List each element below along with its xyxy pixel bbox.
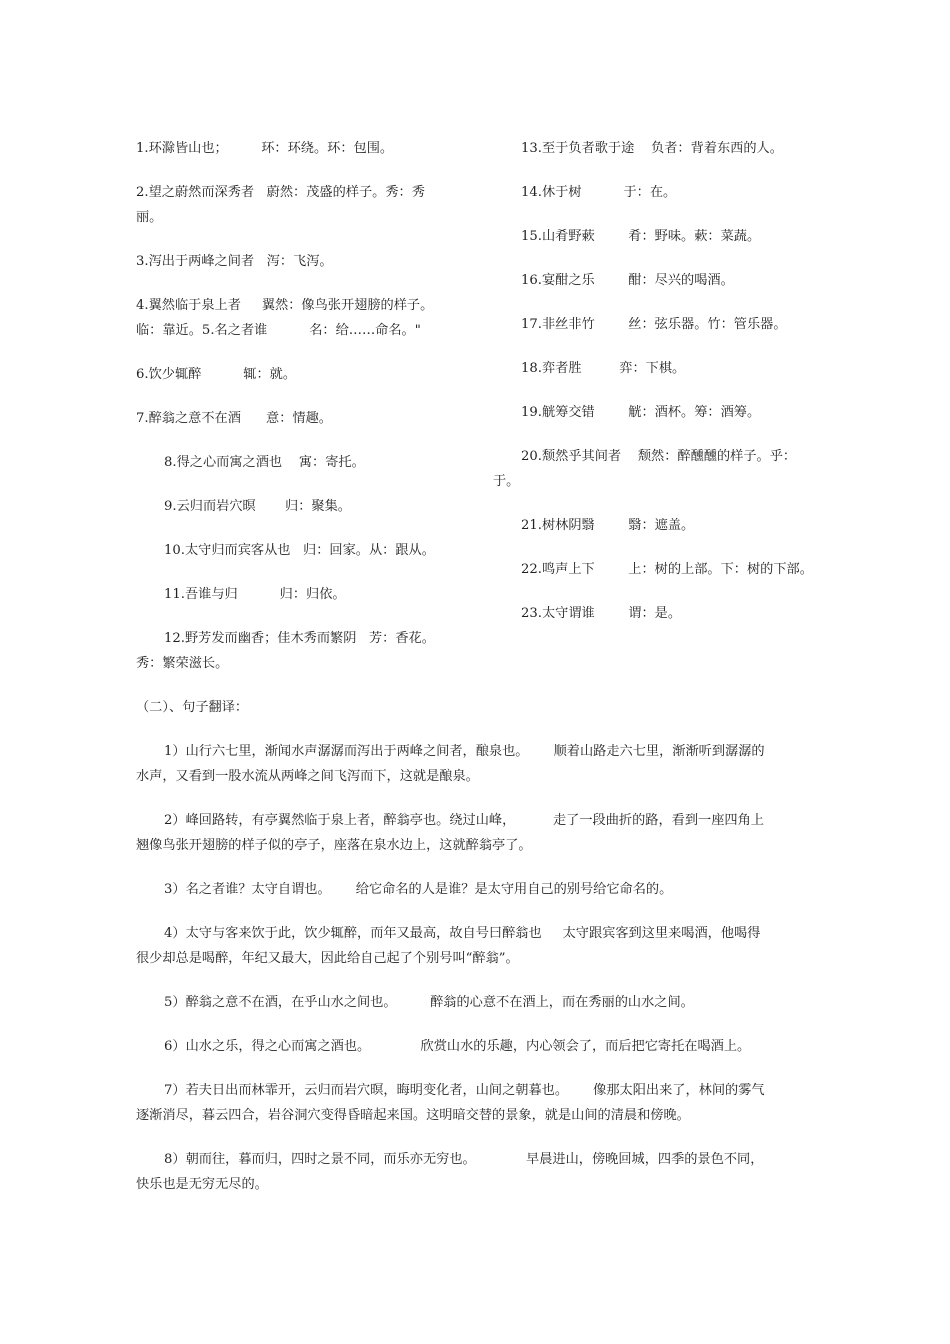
- vocab-item-2-cont: 丽。: [136, 210, 163, 225]
- vocab-item-18: 18.弈者胜 弈：下棋。: [521, 361, 686, 376]
- vocab-item-17: 17.非丝非竹 丝：弦乐器。竹：管乐器。: [521, 317, 787, 332]
- vocab-item-10: 10.太守归而宾客从也 归：回家。从：跟从。: [164, 543, 435, 558]
- vocab-item-20: 20.颓然乎其间者 颓然：醉醺醺的样子。乎：: [521, 449, 797, 464]
- vocab-item-4: 4.翼然临于泉上者 翼然：像鸟张开翅膀的样子。: [136, 298, 434, 313]
- vocab-item-14: 14.休于树 于：在。: [521, 185, 677, 200]
- vocab-item-23: 23.太守谓谁 谓：是。: [521, 606, 682, 621]
- translation-6: 6）山水之乐，得之心而寓之酒也。 欣赏山水的乐趣，内心领会了，而后把它寄托在喝酒上。: [164, 1039, 751, 1054]
- translation-8: 8）朝而往，暮而归，四时之景不同，而乐亦无穷也。 早晨进山，傍晚回城，四季的景色不同，: [164, 1152, 764, 1167]
- vocab-item-16: 16.宴酣之乐 酣：尽兴的喝酒。: [521, 273, 734, 288]
- vocab-item-11: 11.吾谁与归 归：归依。: [164, 587, 346, 602]
- vocab-item-3: 3.泻出于两峰之间者 泻：飞泻。: [136, 254, 333, 269]
- translation-5: 5）醉翁之意不在酒，在乎山水之间也。 醉翁的心意不在酒上，而在秀丽的山水之间。: [164, 995, 694, 1010]
- vocab-item-1: 1.环滁皆山也； 环：环绕。环：包围。: [136, 141, 394, 156]
- vocab-item-13: 13.至于负者歌于途 负者：背着东西的人。: [521, 141, 783, 156]
- vocab-item-12-cont: 秀：繁荣滋长。: [136, 656, 229, 671]
- translation-1-cont: 水声，又看到一股水流从两峰之间飞泻而下，这就是酿泉。: [136, 769, 479, 784]
- translation-4: 4）太守与客来饮于此，饮少辄醉，而年又最高，故自号曰醉翁也 太守跟宾客到这里来喝酒，他喝得: [164, 926, 761, 941]
- vocab-item-19: 19.觥筹交错 觥：酒杯。筹：酒筹。: [521, 405, 761, 420]
- vocab-item-2: 2.望之蔚然而深秀者 蔚然：茂盛的样子。秀：秀: [136, 185, 425, 200]
- vocab-item-6: 6.饮少辄醉 辄：就。: [136, 367, 297, 382]
- translation-7-cont: 逐渐消尽，暮云四合，岩谷洞穴变得昏暗起来国。这明暗交替的景象，就是山间的清晨和傍晚。: [136, 1108, 690, 1123]
- vocab-item-20-cont: 于。: [493, 474, 520, 489]
- vocab-item-7: 7.醉翁之意不在酒 意：情趣。: [136, 411, 332, 426]
- vocab-item-21: 21.树林阴翳 翳：遮盖。: [521, 518, 695, 533]
- section-heading: （二）、句子翻译：: [136, 700, 249, 715]
- translation-8-cont: 快乐也是无穷无尽的。: [136, 1177, 268, 1192]
- vocab-item-22: 22.鸣声上下 上：树的上部。下：树的下部。: [521, 562, 813, 577]
- translation-1: 1）山行六七里，渐闻水声潺潺而泻出于两峰之间者，酿泉也。 顺着山路走六七里，渐渐听到潺潺的: [164, 744, 765, 759]
- translation-7: 7）若夫日出而林霏开，云归而岩穴暝，晦明变化者，山间之朝暮也。 像那太阳出来了，林间的雾气: [164, 1083, 765, 1098]
- translation-4-cont: 很少却总是喝醉，年纪又最大，因此给自己起了个别号叫“醉翁”。: [136, 951, 519, 966]
- vocab-item-9: 9.云归而岩穴暝 归：聚集。: [164, 499, 351, 514]
- vocab-item-12: 12.野芳发而幽香；佳木秀而繁阴 芳：香花。: [164, 631, 435, 646]
- vocab-item-15: 15.山肴野蔌 肴：野味。蔌：菜蔬。: [521, 229, 761, 244]
- translation-3: 3）名之者谁？太守自谓也。 给它命名的人是谁？是太守用自己的别号给它命名的。: [164, 882, 673, 897]
- vocab-item-5: 临：靠近。5.名之者谁 名：给……命名。": [136, 323, 421, 338]
- translation-2: 2）峰回路转，有亭翼然临于泉上者，醉翁亭也。绕过山峰， 走了一段曲折的路，看到一座四角上: [164, 813, 764, 828]
- vocab-item-8: 8.得之心而寓之酒也 寓：寄托。: [164, 455, 365, 470]
- translation-2-cont: 翘像鸟张开翅膀的样子似的亭子，座落在泉水边上，这就醉翁亭了。: [136, 838, 532, 853]
